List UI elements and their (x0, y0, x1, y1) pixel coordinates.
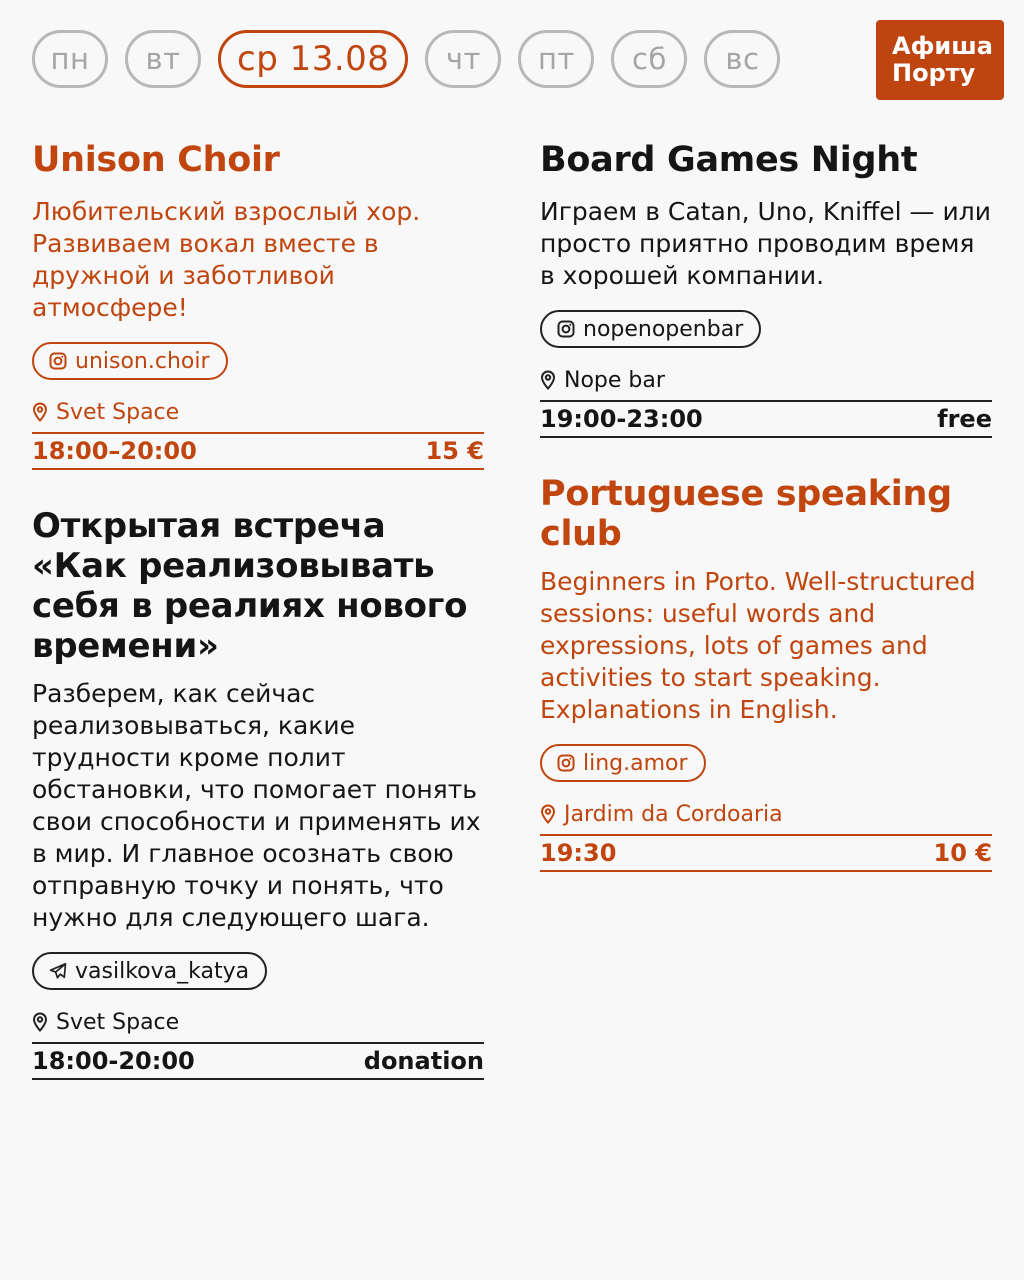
location-pin-icon (32, 402, 48, 422)
day-tab-tue[interactable]: вт (125, 30, 201, 88)
event-price: 10 € (933, 839, 992, 867)
event-price: donation (363, 1047, 484, 1075)
day-tab-sat[interactable]: сб (611, 30, 687, 88)
event-card-unison (32, 140, 484, 470)
place-name: Jardim da Cordoaria (564, 801, 783, 827)
location-pin-icon (540, 370, 556, 390)
event-card-boardgames (540, 140, 992, 438)
event-time-price-bar (32, 432, 484, 470)
event-description: Любительский взрослый хор. Развиваем вокал вместе в дружной и заботливой атмосфере! (32, 197, 421, 322)
event-description: Beginners in Porto. Well-structured sessions: useful words and expressions, lots of games and activities to start speaking. Explanations in English. (540, 567, 976, 724)
event-description: Играем в Catan, Uno, Kniffel — или просто приятно проводим время в хорошей компании. (540, 197, 991, 290)
event-title: Unison Choir (32, 140, 280, 180)
event-time-price-bar (540, 400, 992, 438)
weekday-selector (32, 30, 797, 88)
event-contact-link[interactable] (540, 310, 761, 348)
event-contact-link[interactable] (32, 952, 267, 990)
day-tab-fri[interactable]: пт (518, 30, 594, 88)
event-place (540, 366, 992, 394)
location-pin-icon (540, 804, 556, 824)
logo-line-1: Афиша (892, 32, 993, 60)
contact-handle: nopenopenbar (583, 316, 744, 342)
event-time-price-bar (32, 1042, 484, 1080)
event-card-meeting (32, 506, 484, 1080)
telegram-icon (49, 962, 67, 980)
event-card-portuguese (540, 474, 992, 872)
event-title: Board Games Night (540, 140, 918, 180)
day-tab-wed-active[interactable]: ср 13.08 (218, 30, 408, 88)
place-name: Svet Space (56, 399, 180, 425)
event-title: Portuguese speaking club (540, 474, 952, 554)
event-contact-link[interactable] (32, 342, 228, 380)
event-title: Открытая встреча «Как реализовывать себя в реалиях нового времени» (32, 506, 468, 666)
place-name: Svet Space (56, 1009, 180, 1035)
day-tab-mon[interactable]: пн (32, 30, 108, 88)
event-time: 18:00-20:00 (32, 1047, 195, 1075)
instagram-icon (557, 320, 575, 338)
event-price: 15 € (425, 437, 484, 465)
event-place (32, 398, 484, 426)
instagram-icon (49, 352, 67, 370)
event-time-price-bar (540, 834, 992, 872)
event-contact-link[interactable] (540, 744, 706, 782)
contact-handle: unison.choir (75, 348, 210, 374)
instagram-icon (557, 754, 575, 772)
event-place (540, 800, 992, 828)
contact-handle: ling.amor (583, 750, 688, 776)
day-tab-thu[interactable]: чт (425, 30, 501, 88)
event-price: free (937, 405, 992, 433)
afisha-porto-logo (876, 20, 1004, 100)
logo-line-2: Порту (892, 59, 976, 87)
event-time: 19:30 (540, 839, 617, 867)
location-pin-icon (32, 1012, 48, 1032)
contact-handle: vasilkova_katya (75, 958, 250, 984)
event-description: Разберем, как сейчас реализовываться, какие трудности кроме полит обстановки, что помогает понять свои способности и применять их в мир. И главное осознать свою отправную точку и понять, что нужно для следующего шага. (32, 679, 481, 932)
day-tab-sun[interactable]: вс (704, 30, 780, 88)
event-time: 19:00-23:00 (540, 405, 703, 433)
event-time: 18:00–20:00 (32, 437, 197, 465)
event-place (32, 1008, 484, 1036)
place-name: Nope bar (564, 367, 665, 393)
